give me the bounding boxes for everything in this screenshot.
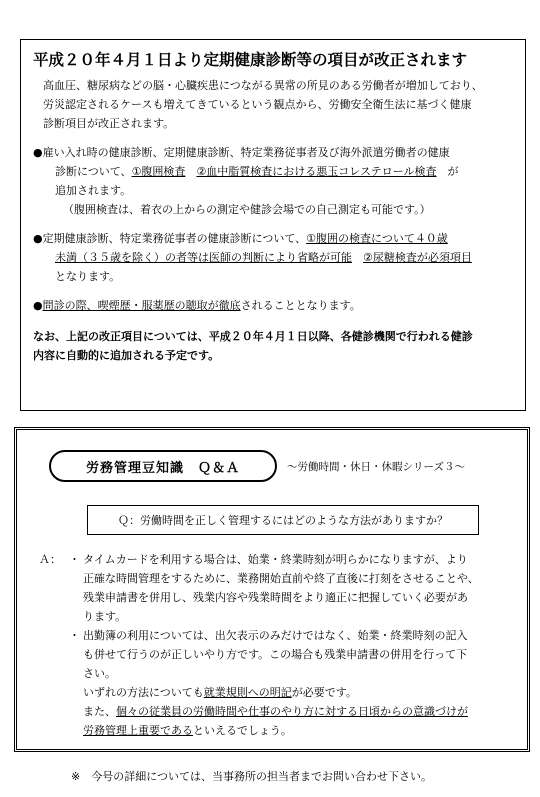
answer-item-timecard — [69, 550, 515, 626]
bullet-text: されることとなります。 — [240, 299, 361, 312]
notice-title: 平成２０年４月１日より定期健康診断等の項目が改正されます — [33, 51, 468, 69]
work-rules-text: 就業規則への明記 — [203, 686, 292, 699]
spacer-text — [185, 165, 196, 178]
intro-line: 高血圧、糖尿病などの脳・心臓疾患につながる異常の所見のある労働者が増加しており、 — [43, 79, 483, 92]
qa-question: Ｑ：労働時間を正しく管理するにはどのような方法がありますか？ — [87, 505, 479, 535]
awareness-text: 個々の従業員の労働時間や仕事のやり方に対する日頃からの意識づけが — [116, 705, 468, 718]
answer-line: ります。 — [83, 610, 127, 623]
answer-line: 正確な時間管理をするために、業務開始直前や終了直後に打刻をさせることや、 — [83, 572, 479, 585]
bullet-mark: ● — [33, 299, 43, 312]
intro-line: 労災認定されるケースも増えてきているという観点から、労働安全衛生法に基づく健康 — [43, 98, 472, 111]
bullet-text: 定期健康診断、特定業務従事者の健康診断について、 — [42, 232, 307, 245]
revision-notice-box — [20, 39, 526, 411]
bullet-text: 追加されます。 — [55, 184, 132, 197]
bullet-omission-rules — [33, 229, 513, 286]
waist-test-item: ①腹囲検査 — [131, 165, 186, 178]
bullet-text: 雇い入れ時の健康診断、定期健康診断、特定業務従事者及び海外派遣労働者の健康 — [42, 146, 450, 159]
answer-line: が必要です。 — [291, 686, 357, 699]
spacer-text — [352, 251, 363, 264]
bullet-text: 診断について、 — [55, 165, 132, 178]
closing-line: なお、上記の改正項目については、平成２０年４月１日以降、各健診機関で行われる健診 — [33, 330, 473, 343]
waist-omission-text-cont: 未満（３５歳を除く）の者等は医師の判断により省略が可能 — [55, 251, 352, 264]
qa-answer — [39, 550, 515, 740]
footer-note: ※ 今号の詳細については、当事務所の担当者までお問い合わせ下さい。 — [71, 770, 432, 783]
answer-line: も併せて行うのが正しいやり方です。この場合も残業申請書の併用を行って下 — [83, 648, 468, 661]
notice-closing — [33, 327, 513, 365]
bullet-mark: ● — [33, 232, 43, 245]
item-mark: ・ — [69, 553, 80, 566]
interview-text: 問診の際、喫煙歴・服薬歴の聴取が徹底 — [42, 299, 241, 312]
closing-line: 内容に自動的に追加される予定です。 — [33, 349, 220, 362]
bullet-text: となります。 — [55, 270, 121, 283]
notice-intro — [33, 76, 513, 133]
answer-label: Ａ： — [39, 553, 61, 566]
item-mark: ・ — [69, 629, 80, 642]
answer-line: タイムカードを利用する場合は、始業・終業時刻が明らかになりますが、より — [83, 553, 468, 566]
bullet-health-checkup-items — [33, 143, 513, 219]
bullet-mark: ● — [33, 146, 43, 159]
qa-title: 労務管理豆知識 Ｑ＆Ａ — [49, 450, 277, 482]
waist-omission-text: ①腹囲の検査について４０歳 — [306, 232, 448, 245]
answer-line: また、 — [83, 705, 116, 718]
answer-line: さい。 — [83, 667, 116, 680]
answer-line: いずれの方法についても — [83, 686, 204, 699]
intro-line: 診断項目が改正されます。 — [43, 117, 175, 130]
urine-sugar-text: ②尿糖検査が必須項目 — [363, 251, 472, 264]
bullet-text: が — [436, 165, 459, 178]
qa-series: ～労働時間・休日・休暇シリーズ３～ — [287, 461, 465, 473]
bullet-interview — [33, 296, 513, 315]
ldl-test-item: ②血中脂質検査における悪玉コレステロール検査 — [196, 165, 437, 178]
answer-line: 出勤簿の利用については、出欠表示のみだけではなく、始業・終業時刻の記入 — [83, 629, 468, 642]
waist-test-note: （腹囲検査は、着衣の上からの測定や健診会場での自己測定も可能です。） — [63, 203, 431, 216]
qa-box — [14, 427, 530, 752]
answer-line: 残業申請書を併用し、残業内容や残業時間をより適正に把握していく必要があ — [83, 591, 468, 604]
awareness-text-cont: 労務管理上重要である — [83, 724, 193, 737]
answer-line: といえるでしょう。 — [193, 724, 292, 737]
answer-item-attendance — [69, 626, 515, 683]
